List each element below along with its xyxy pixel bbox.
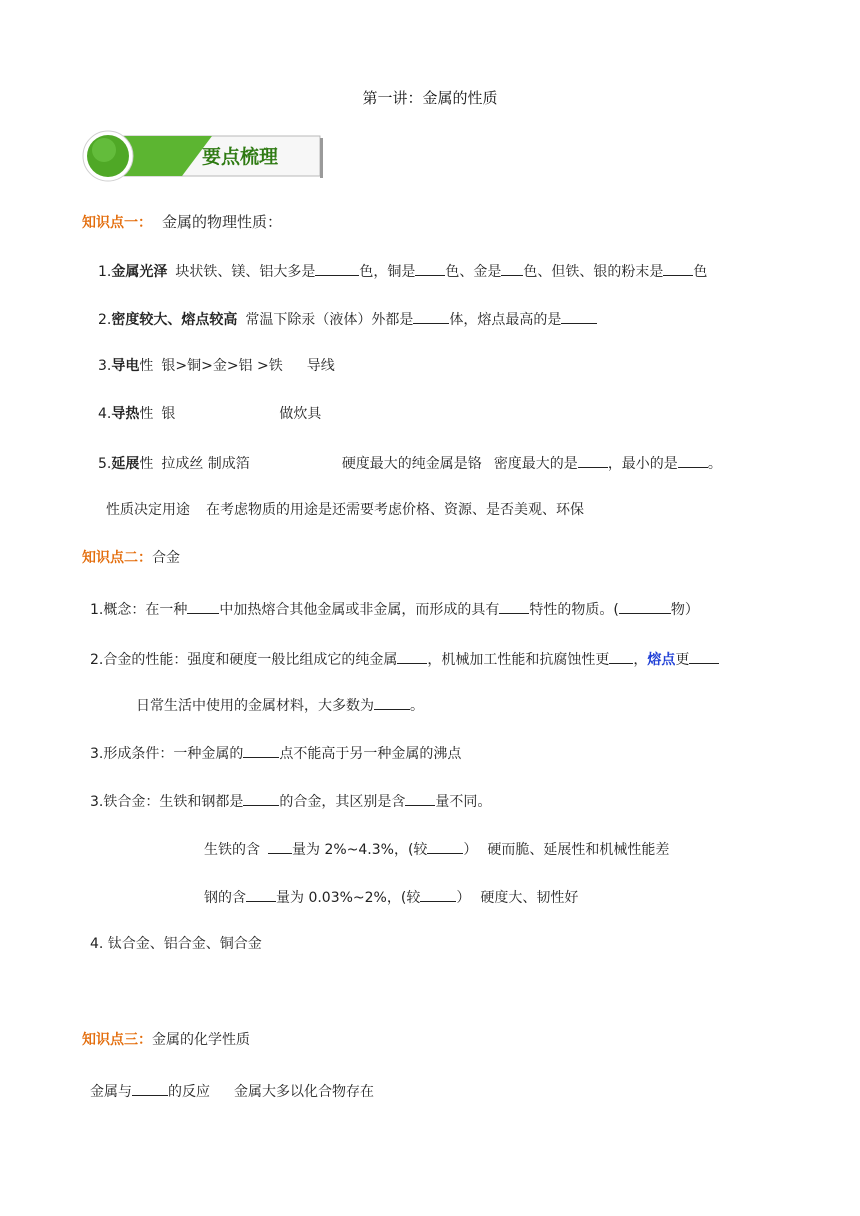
text: 硬而脆、延展性和机械性能差	[487, 842, 670, 858]
kp1-line-6	[106, 500, 584, 520]
kp1-heading	[82, 212, 282, 233]
kp2-line-7	[204, 886, 578, 908]
text: 物）	[670, 602, 699, 618]
text: 金属大多以化合物存在	[234, 1084, 374, 1100]
page-title: 第一讲：金属的性质	[362, 89, 498, 107]
text: 拉成丝 制成箔	[161, 456, 250, 472]
blank	[405, 790, 435, 806]
text: 生铁的含	[204, 842, 260, 858]
blank	[561, 308, 597, 324]
text: 硬度最大的纯金属是铬	[341, 456, 482, 472]
text: 钢的含	[204, 890, 246, 906]
kp3-tag: 知识点三：	[82, 1032, 152, 1048]
text: 日常生活中使用的金属材料，大多数为	[136, 698, 374, 714]
text: 。	[707, 456, 722, 472]
blank	[609, 648, 633, 664]
banner-label: 要点梳理	[202, 146, 279, 168]
blank	[663, 260, 693, 276]
kp1-line-1	[98, 260, 707, 282]
kp2-tag: 知识点二：	[82, 550, 152, 566]
highlighted-term: 熔点	[647, 652, 676, 668]
bold-term: 导电	[111, 358, 140, 374]
text: 做炊具	[279, 406, 322, 422]
blank	[268, 838, 292, 854]
text: 硬度大、韧性好	[480, 890, 579, 906]
bold-term: 密度较大、熔点较高	[111, 312, 238, 328]
blank	[413, 308, 449, 324]
text: 导线	[306, 358, 335, 374]
text: 色	[693, 264, 708, 280]
blank	[427, 838, 463, 854]
blank	[374, 694, 410, 710]
text: 性	[139, 456, 154, 472]
line-number: 1.	[98, 264, 112, 280]
section-banner	[82, 130, 324, 182]
text: 色、金是	[445, 264, 502, 280]
text: 的反应	[168, 1084, 210, 1100]
blank	[420, 886, 456, 902]
kp2-line-1	[90, 598, 699, 620]
kp2-line-8	[90, 934, 262, 954]
bold-term: 延展	[111, 456, 140, 472]
text: 块状铁、镁、铝大多是	[175, 264, 316, 280]
blank	[132, 1080, 168, 1096]
text: 4. 钛合金、铝合金、铜合金	[90, 936, 262, 952]
text: 。	[410, 698, 424, 714]
text: ，机械加工性能和抗腐蚀性更	[427, 652, 610, 668]
blank	[315, 260, 359, 276]
text: 常温下除汞（液体）外都是	[245, 312, 414, 328]
blank	[619, 598, 671, 614]
text: 特性的物质。(	[529, 602, 619, 618]
line-number: 2.	[98, 312, 112, 328]
text: 1.概念：在一种	[90, 602, 188, 618]
blank	[397, 648, 427, 664]
kp1-line-4	[98, 404, 321, 424]
text: 量为 0.03%~2%，(较	[276, 890, 421, 906]
bold-term: 金属光泽	[111, 264, 168, 280]
text: 2.合金的性能：强度和硬度一般比组成它的纯金属	[90, 652, 398, 668]
kp3-title: 金属的化学性质	[152, 1032, 250, 1048]
text: 性	[139, 358, 154, 374]
line-number: 5.	[98, 456, 112, 472]
text: 量不同。	[435, 794, 492, 810]
text: 金属与	[90, 1084, 132, 1100]
text: ，	[633, 652, 648, 668]
kp2-title: 合金	[152, 550, 180, 566]
kp2-line-4	[90, 742, 461, 764]
blank	[243, 790, 279, 806]
kp2-line-3	[136, 694, 424, 716]
blank	[578, 452, 608, 468]
blank	[689, 648, 719, 664]
text: ）	[456, 890, 471, 906]
blank	[499, 598, 529, 614]
text: 的合金，其区别是含	[279, 794, 406, 810]
text: 色、但铁、银的粉末是	[523, 264, 664, 280]
text: 色，铜是	[359, 264, 416, 280]
text: 银>铜>金>铝 >铁	[161, 358, 283, 374]
kp1-line-3	[98, 356, 335, 376]
kp1-line-2	[98, 308, 597, 330]
kp2-line-2	[90, 648, 719, 670]
kp2-line-6	[204, 838, 669, 860]
kp1-line-5	[98, 452, 722, 474]
blank	[243, 742, 279, 758]
text: ，最小的是	[607, 456, 678, 472]
blank	[678, 452, 708, 468]
kp1-tag: 知识点一：	[82, 215, 152, 231]
text: 体，熔点最高的是	[449, 312, 562, 328]
blank	[501, 260, 523, 276]
text: 在考虑物质的用途是还需要考虑价格、资源、是否美观、环保	[206, 502, 584, 518]
kp2-line-5	[90, 790, 491, 812]
kp2-heading	[82, 548, 180, 568]
blank	[246, 886, 276, 902]
text: 密度最大的是	[493, 456, 578, 472]
bold-term: 导热	[111, 406, 140, 422]
kp3-line-1	[90, 1080, 374, 1102]
text: 量为 2%~4.3%，(较	[292, 842, 428, 858]
text: 点不能高于另一种金属的沸点	[279, 746, 462, 762]
line-number: 4.	[98, 406, 112, 422]
line-number: 3.	[98, 358, 112, 374]
text: 3.铁合金：生铁和钢都是	[90, 794, 244, 810]
text: 3.形成条件：一种金属的	[90, 746, 244, 762]
text: 中加热熔合其他金属或非金属，而形成的具有	[219, 602, 500, 618]
text: ）	[463, 842, 478, 858]
text: 性质决定用途	[106, 502, 190, 518]
blank	[187, 598, 219, 614]
kp3-heading	[82, 1030, 250, 1050]
text: 性	[139, 406, 154, 422]
text: 银	[161, 406, 176, 422]
text: 更	[675, 652, 690, 668]
kp1-title: 金属的物理性质：	[162, 213, 283, 231]
blank	[415, 260, 445, 276]
